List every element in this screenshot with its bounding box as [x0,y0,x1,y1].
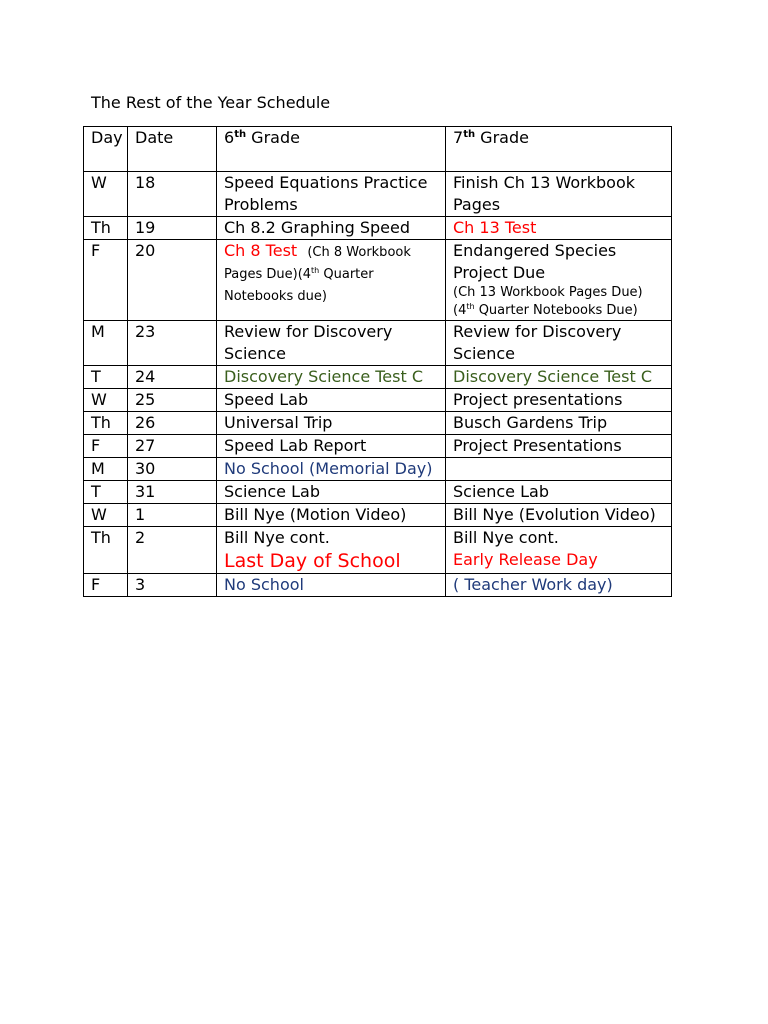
day-cell: F [84,435,128,458]
table-row [84,240,672,321]
header-date: Date [128,127,217,172]
grade-7-cell [446,458,672,481]
header-grade-6: 6th Grade [217,127,446,172]
header-row [84,127,672,172]
grade-7-cell: Review for Discovery Science [446,321,672,366]
grade-6-cell [217,240,446,321]
date-cell: 30 [128,458,217,481]
grade-7-cell: Bill Nye (Evolution Video) [446,504,672,527]
grade-7-cell: Project presentations [446,389,672,412]
date-cell: 3 [128,574,217,597]
grade-6-cell: Review for Discovery Science [217,321,446,366]
table-row [84,435,672,458]
table-row [84,574,672,597]
table-row [84,527,672,574]
day-cell: M [84,321,128,366]
cell-main-text: Bill Nye cont. [453,528,559,547]
grade-7-cell: Ch 13 Test [446,217,672,240]
grade-6-cell: Speed Lab Report [217,435,446,458]
date-cell: 27 [128,435,217,458]
table-row [84,366,672,389]
day-cell: F [84,240,128,321]
grade-6-cell: Speed Lab [217,389,446,412]
table-row [84,172,672,217]
grade-7-cell: Busch Gardens Trip [446,412,672,435]
grade-6-cell: Speed Equations Practice Problems [217,172,446,217]
day-cell: Th [84,217,128,240]
date-cell: 26 [128,412,217,435]
cell-note: (Ch 13 Workbook Pages Due)(4th Quarter Notebooks Due) [453,285,643,318]
day-cell: Th [84,527,128,574]
day-cell: W [84,504,128,527]
table-row [84,504,672,527]
grade-6-cell: No School [217,574,446,597]
table-row [84,321,672,366]
grade-7-cell: Finish Ch 13 Workbook Pages [446,172,672,217]
day-cell: W [84,389,128,412]
date-cell: 2 [128,527,217,574]
header-grade-7: 7th Grade [446,127,672,172]
grade-6-cell: No School (Memorial Day) [217,458,446,481]
cell-note: (Ch 8 Workbook Pages Due)(4th Quarter Notebooks due) [224,245,411,304]
grade-6-cell: Ch 8.2 Graphing Speed [217,217,446,240]
cell-main-text: Endangered Species Project Due [453,241,617,282]
table-row [84,458,672,481]
early-release-label: Early Release Day [453,550,598,569]
date-cell: 25 [128,389,217,412]
date-cell: 31 [128,481,217,504]
grade-6-cell: Science Lab [217,481,446,504]
grade-6-cell: Universal Trip [217,412,446,435]
date-cell: 20 [128,240,217,321]
day-cell: Th [84,412,128,435]
grade-7-cell: Project Presentations [446,435,672,458]
schedule-table [83,126,672,597]
table-row [84,389,672,412]
grade-7-cell [446,240,672,321]
date-cell: 18 [128,172,217,217]
date-cell: 24 [128,366,217,389]
table-row [84,481,672,504]
day-cell: W [84,172,128,217]
date-cell: 23 [128,321,217,366]
grade-7-cell [446,527,672,574]
cell-main-text: Bill Nye cont. [224,528,330,547]
day-cell: F [84,574,128,597]
grade-7-cell: Science Lab [446,481,672,504]
grade-6-cell: Bill Nye (Motion Video) [217,504,446,527]
day-cell: T [84,366,128,389]
grade-6-cell: Discovery Science Test C [217,366,446,389]
test-label: Ch 8 Test [224,241,298,260]
date-cell: 1 [128,504,217,527]
grade-7-cell: ( Teacher Work day) [446,574,672,597]
grade-6-cell [217,527,446,574]
table-row [84,217,672,240]
table-row [84,412,672,435]
last-day-label: Last Day of School [224,550,401,572]
day-cell: M [84,458,128,481]
header-day: Day [84,127,128,172]
date-cell: 19 [128,217,217,240]
grade-7-cell: Discovery Science Test C [446,366,672,389]
day-cell: T [84,481,128,504]
document-title: The Rest of the Year Schedule [91,93,331,112]
